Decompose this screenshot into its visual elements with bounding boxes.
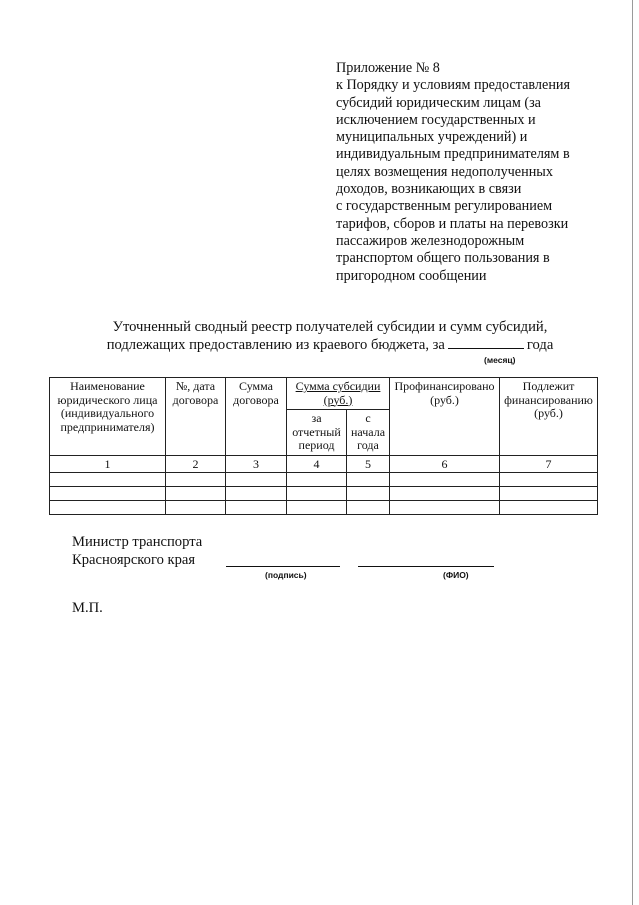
table-cell — [166, 486, 226, 500]
table-cell — [287, 472, 347, 486]
column-number: 2 — [166, 455, 226, 472]
table-header-row — [50, 378, 598, 410]
table-cell — [390, 486, 500, 500]
column-number: 6 — [390, 455, 500, 472]
name-caption: (ФИО) — [443, 570, 469, 580]
appendix-line: доходов, возникающих в связи — [336, 181, 522, 198]
column-number: 3 — [226, 455, 287, 472]
table-cell — [390, 500, 500, 514]
appendix-line: транспортом общего пользования в — [336, 250, 550, 267]
appendix-line: пассажиров железнодорожным — [336, 232, 525, 249]
table-number-row — [50, 455, 598, 472]
table-cell — [226, 472, 287, 486]
column-number: 5 — [347, 455, 390, 472]
header-subsidy-group — [287, 378, 390, 410]
appendix-line: тарифов, сборов и платы на перевозки — [336, 215, 569, 232]
appendix-line: целях возмещения недополученных — [336, 163, 553, 180]
header-to-finance: Подлежит финансированию (руб.) — [500, 378, 598, 456]
appendix-line: Приложение № 8 — [336, 60, 440, 76]
column-number: 4 — [287, 455, 347, 472]
signer-title-line-2: Красноярского края — [72, 552, 196, 568]
registry-table — [49, 377, 598, 515]
header-subsidy-group-text: Сумма субсидии (руб.) — [295, 379, 381, 407]
title-line-2 — [60, 336, 600, 354]
month-caption: (месяц) — [484, 355, 516, 365]
table-cell — [166, 472, 226, 486]
table-cell — [390, 472, 500, 486]
table-row — [50, 486, 598, 500]
table-row — [50, 500, 598, 514]
table-cell — [500, 472, 598, 486]
appendix-line: индивидуальным предпринимателям в — [336, 146, 570, 163]
header-sum-contract: Сумма договора — [226, 378, 287, 456]
month-blank-field — [448, 336, 524, 349]
signature-caption: (подпись) — [265, 570, 307, 580]
header-subsidy-period: за отчетный период — [287, 410, 347, 456]
appendix-line: с государственным регулированием — [336, 198, 553, 215]
appendix-line: к Порядку и условиям предоставления — [336, 77, 571, 94]
table-cell — [166, 500, 226, 514]
table-cell — [50, 486, 166, 500]
header-subsidy-year: с начала года — [347, 410, 390, 456]
table-cell — [347, 500, 390, 514]
appendix-line: пригородном сообщении — [336, 267, 487, 284]
header-prefinanced: Профинансировано (руб.) — [390, 378, 500, 456]
stamp-placeholder: М.П. — [72, 600, 103, 616]
title-line-1: Уточненный сводный реестр получателей субсидии и сумм субсидий, — [112, 319, 548, 335]
page-edge-line — [632, 0, 633, 905]
table-cell — [50, 500, 166, 514]
table-cell — [500, 486, 598, 500]
header-contract: №, дата договора — [166, 378, 226, 456]
table-cell — [226, 500, 287, 514]
signature-line — [226, 566, 340, 567]
table-cell — [287, 500, 347, 514]
appendix-line: исключением государственных и — [336, 111, 536, 128]
name-line — [358, 566, 494, 567]
column-number: 7 — [500, 455, 598, 472]
document-title — [60, 318, 600, 354]
appendix-header — [336, 60, 606, 285]
column-number: 1 — [50, 455, 166, 472]
appendix-line: субсидий юридическим лицам (за — [336, 94, 541, 111]
table-cell — [500, 500, 598, 514]
signer-title-line-1: Министр транспорта — [72, 534, 203, 550]
table-cell — [347, 472, 390, 486]
signature-block — [72, 533, 202, 569]
header-name: Наименование юридического лица (индивидуального предпринимателя) — [50, 378, 166, 456]
title-line-2-text: подлежащих предоставлению из краевого бюджета, за — [106, 337, 445, 353]
title-year-word: года — [526, 337, 554, 353]
table-row — [50, 472, 598, 486]
table-cell — [347, 486, 390, 500]
table-cell — [226, 486, 287, 500]
table-cell — [287, 486, 347, 500]
appendix-line: муниципальных учреждений) и — [336, 129, 528, 146]
table-cell — [50, 472, 166, 486]
